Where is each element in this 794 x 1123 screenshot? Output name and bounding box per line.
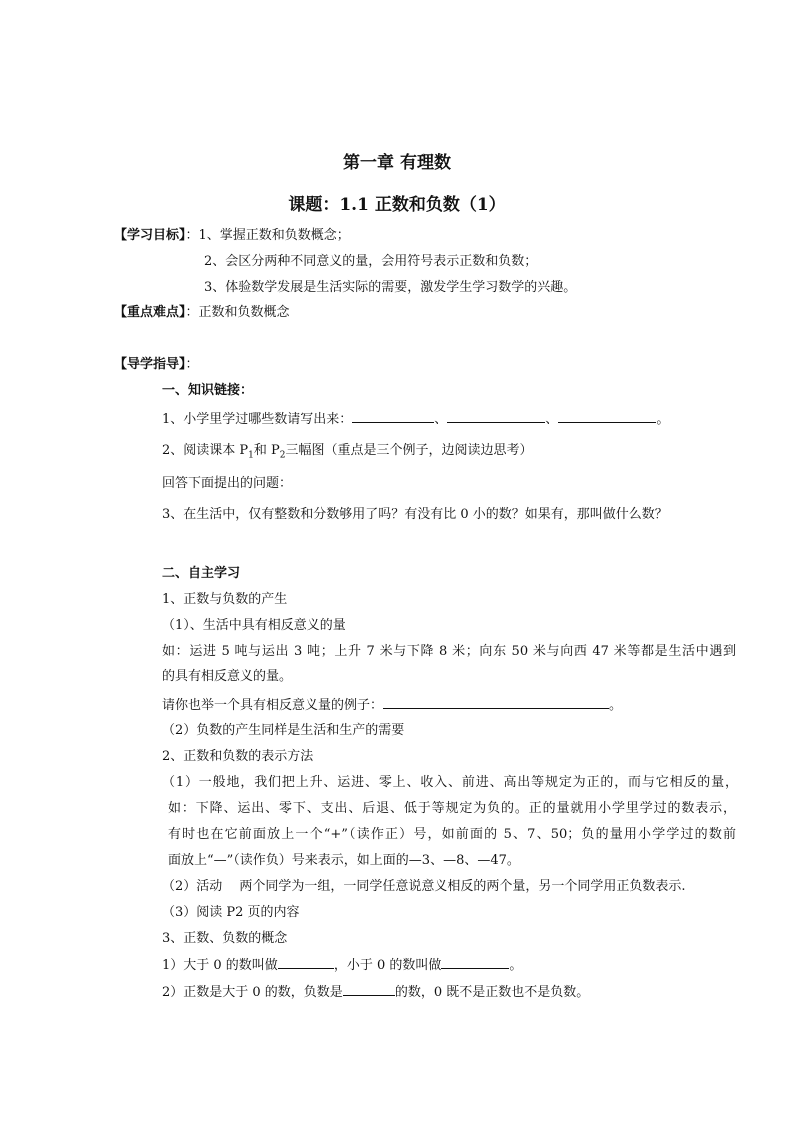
part1-subtitle-1: （1）、生活中具有相反意义的量: [162, 618, 346, 633]
objective-item-3: 3、体验数学发展是生活实际的需要，激发学生学习数学的兴趣。: [204, 280, 577, 295]
question-1-end: 。: [656, 412, 670, 427]
objective-item-1: 1、掌握正数和负数概念；: [198, 228, 350, 243]
example-answer-blank[interactable]: [383, 696, 609, 709]
subscript-1: 1: [248, 450, 254, 461]
separator-2: 、: [545, 412, 559, 427]
objectives-label: 【学习目标】: [114, 228, 186, 243]
part1-title: 1、正数与负数的产生: [162, 592, 288, 607]
part2-title: 2、正数和负数的表示方法: [162, 749, 314, 764]
concept-2-part-a: 2）正数是大于 0 的数，负数是: [162, 985, 343, 1000]
part2-subtitle-3: （3）阅读 P2 页的内容: [162, 905, 300, 920]
section1-question-3: 3、在生活中，仅有整数和分数够用了吗？有没有比 0 小的数？如果有，那叫做什么数？: [162, 507, 668, 522]
example-line-2: 的具有相反意义的量。: [162, 669, 293, 684]
key-points-label: 【重点难点】: [114, 305, 186, 320]
ask-example-line: [162, 696, 622, 715]
negative-number-blank[interactable]: [441, 956, 509, 969]
part1-subtitle-2: （2）负数的产生同样是生活和生产的需要: [162, 723, 405, 738]
lesson-title: 课题：1.1 正数和负数（1）: [288, 195, 506, 215]
question-2-part-a: 2、阅读课本 P: [162, 443, 249, 458]
example-line-1: 如：运进 5 吨与运出 3 吨；上升 7 米与下降 8 米；向东 50 米与向西 47 米等都是生活中遇到: [162, 644, 736, 659]
concept-line-1: [162, 956, 522, 975]
guide-separator: ：: [185, 357, 199, 372]
concept-1-end: 。: [509, 958, 523, 973]
part2-paragraph-line-3: 有时也在它前面放上一个“+”（读作正）号，如前面的 5、7、50；负的量用小学学过的数前: [168, 827, 736, 842]
answer-blank-1[interactable]: [352, 410, 434, 423]
part2-paragraph-line-4: 面放上“—”（读作负）号来表示，如上面的—3、—8、—47。: [168, 853, 520, 868]
objectives-line-1: [114, 227, 350, 245]
separator-1: 、: [434, 412, 448, 427]
question-2-part-b: 和 P: [253, 443, 280, 458]
concept-2-part-b: 的数，0 既不是正数也不是负数。: [394, 985, 590, 1000]
question-1-text: 1、小学里学过哪些数请写出来：: [162, 412, 353, 427]
ask-example-text: 请你也举一个具有相反意义量的例子：: [162, 698, 384, 713]
concept-1-part-a: 1）大于 0 的数叫做: [162, 958, 278, 973]
key-points-text: ：正数和负数概念: [185, 305, 290, 320]
objectives-separator: ：: [185, 228, 199, 243]
objective-item-2: 2、会区分两种不同意义的量，会用符号表示正数和负数；: [204, 254, 538, 269]
part2-paragraph-line-2: 如：下降、运出、零下、支出、后退、低于等规定为负的。正的量就用小学里学过的数表示，: [168, 801, 736, 816]
section1-question-1: [162, 410, 669, 429]
answer-blank-2[interactable]: [447, 410, 545, 423]
subscript-2: 2: [279, 450, 286, 461]
section2-heading: 二、自主学习: [162, 566, 241, 581]
positive-number-blank[interactable]: [278, 956, 334, 969]
answer-prompt: 回答下面提出的问题：: [162, 476, 293, 491]
question-2-part-c: 三幅图（重点是三个例子，边阅读边思考）: [285, 443, 533, 458]
answer-blank-3[interactable]: [558, 410, 656, 423]
concept-line-2: [162, 983, 589, 1002]
section1-heading: 一、知识链接：: [162, 383, 254, 398]
section1-question-2: [162, 442, 533, 465]
guide-label: 【导学指导】: [114, 357, 186, 372]
concept-1-part-b: ，小于 0 的数叫做: [333, 958, 442, 973]
ask-example-end: 。: [609, 698, 623, 713]
chapter-title: 第一章 有理数: [343, 153, 451, 173]
part3-title: 3、正数、负数的概念: [162, 931, 288, 946]
part2-subtitle-2: （2）活动 两个同学为一组，一同学任意说意义相反的两个量，另一个同学用正负数表示.: [162, 879, 686, 894]
guide-line: [114, 356, 199, 374]
negative-definition-blank[interactable]: [343, 983, 395, 996]
part2-paragraph-line-1: （1）一般地，我们把上升、运进、零上、收入、前进、高出等规定为正的，而与它相反的量，: [162, 775, 738, 790]
key-points-line: [114, 304, 290, 322]
